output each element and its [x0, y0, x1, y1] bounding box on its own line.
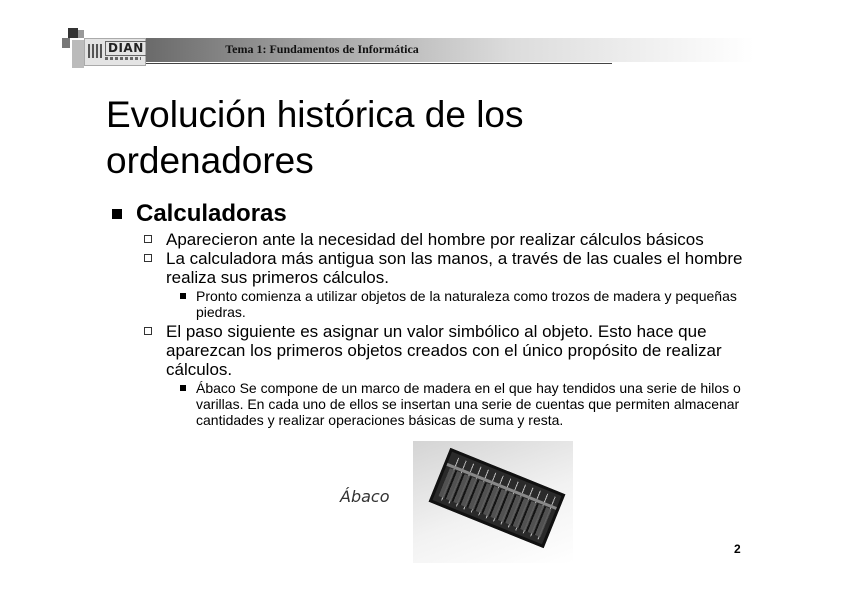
sub-list-item-text: Ábaco Se compone de un marco de madera en el que hay tendidos una serie de hilos o varillas. En cada uno de ellos se insertan una serie de cuentas que permiten almacenar cantidades y realizar operaciones básicas de suma y resta. [196, 380, 741, 428]
logo-text: DIAN [105, 41, 147, 56]
slide-header [62, 28, 754, 72]
hollow-square-bullet-icon [144, 254, 152, 262]
list-item-text: Aparecieron ante la necesidad del hombre por realizar cálculos básicos [166, 230, 704, 249]
list-item-text: El paso siguiente es asignar un valor simbólico al objeto. Esto hace que aparezcan los primeros objetos creados con el único propósito de realizar cálculos. [166, 322, 722, 379]
slide-title-line2: ordenadores [106, 140, 314, 181]
abacus-image [413, 441, 573, 563]
image-caption: Ábaco [340, 487, 390, 506]
square-bullet-icon [112, 209, 122, 219]
small-square-bullet-icon [180, 385, 186, 391]
sub-list-item [110, 380, 760, 428]
slide-title-line1: Evolución histórica de los [106, 94, 524, 135]
list-item-text: La calculadora más antigua son las manos, a través de las cuales el hombre realiza sus primeros cálculos. [166, 249, 743, 287]
sub-list-item-text: Pronto comienza a utilizar objetos de la naturaleza como trozos de madera y pequeñas piedras. [196, 288, 737, 320]
page-number: 2 [734, 542, 741, 556]
section-heading-text: Calculadoras [136, 200, 287, 227]
header-title: Tema 1: Fundamentos de Informática [225, 42, 419, 56]
header-divider [146, 63, 612, 64]
sub-list-item [110, 288, 760, 320]
list-item [110, 230, 760, 249]
list-item [110, 249, 760, 287]
logo-decoration [62, 28, 86, 72]
hollow-square-bullet-icon [144, 327, 152, 335]
abacus-icon [429, 448, 566, 548]
section-heading [110, 200, 760, 228]
hollow-square-bullet-icon [144, 235, 152, 243]
slide-title [106, 92, 766, 184]
logo-subtext-decoration [105, 57, 141, 60]
slide-content [110, 200, 760, 430]
dian-logo [84, 38, 146, 66]
small-square-bullet-icon [180, 293, 186, 299]
list-item [110, 322, 760, 379]
logo-icon [88, 44, 102, 58]
